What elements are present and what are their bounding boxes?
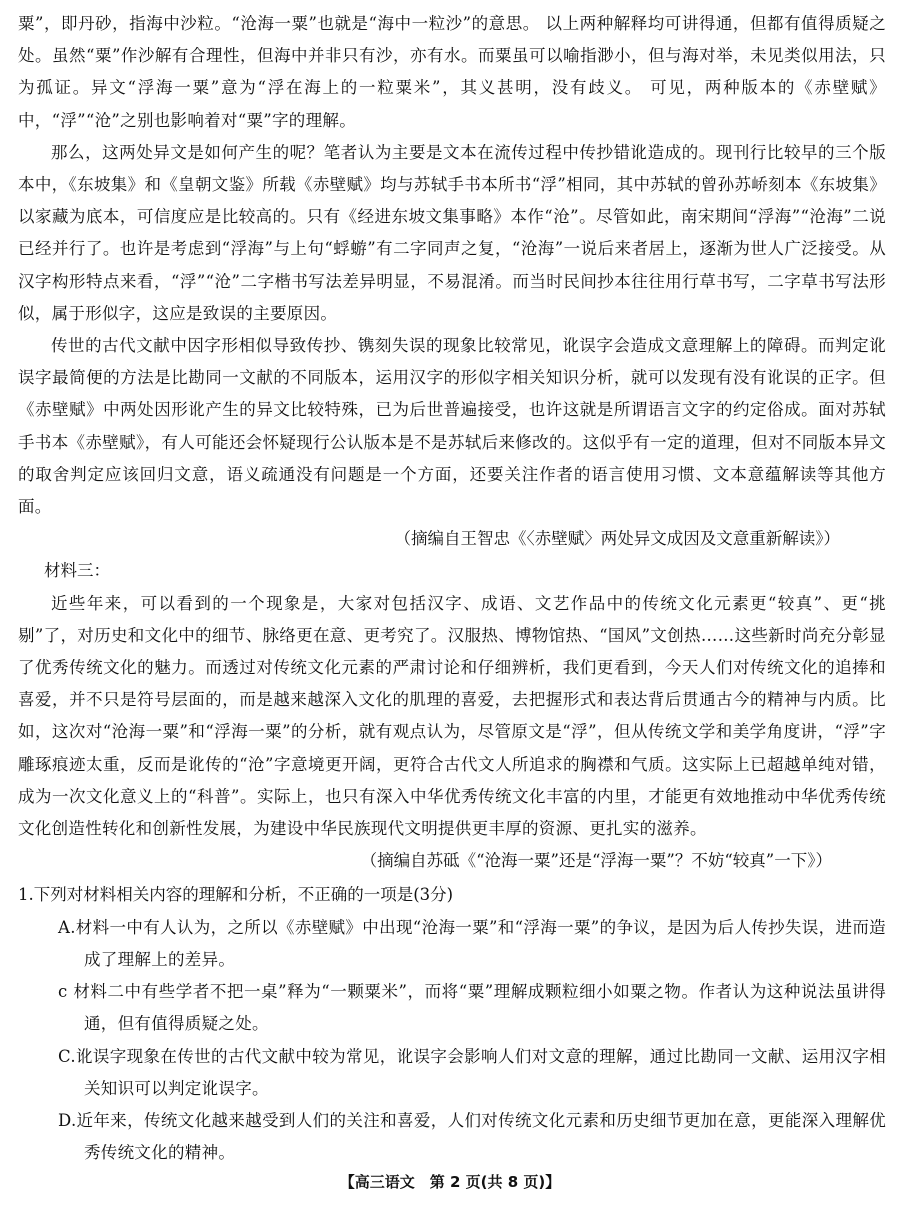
page-content <box>18 8 886 1169</box>
page-footer: 【高三语文 第 2 页(共 8 页)】 <box>339 1173 561 1191</box>
material2-paragraph-2: 那么，这两处异文是如何产生的呢？笔者认为主要是文本在流传过程中传抄错讹造成的。现刊行比较早的三个版本中，《东坡集》和《皇朝文鉴》所载《赤壁赋》均与苏轼手书本所书“浮”相同，其中苏轼的曾孙苏峤刻本《东坡集》以家藏为底本，可信度应是比较高的。只有《经进东坡文集事略》本作“沧”。尽管如此，南宋期间“浮海”“沧海”二说已经并行了。也许是考虑到“浮海”与上句“蜉蝣”有二字同声之复，“沧海”一说后来者居上，逐渐为世人广泛接受。从汉字构形特点来看，“浮”“沧”二字楷书写法差异明显，不易混淆。而当时民间抄本往往用行草书写，二字草书写法形似，属于形似字，这应是致误的主要原因。 <box>18 142 886 323</box>
question-1-option-c: C.讹误字现象在传世的古代文献中较为常见，讹误字会影响人们对文意的理解，通过比勘同一文献、运用汉字相关知识可以判定讹误字。 <box>58 1046 886 1098</box>
question-1-option-b: c 材料二中有些学者不把一桌”释为“一颗粟米”，而将“粟”理解成颗粒细小如粟之物。作者认为这种说法虽讲得通，但有值得质疑之处。 <box>58 982 886 1034</box>
question-1-option-d: D.近年来，传统文化越来越受到人们的关注和喜爱，人们对传统文化元素和历史细节更加在意，更能深入理解优秀传统文化的精神。 <box>58 1110 886 1163</box>
material2-paragraph-3: 传世的古代文献中因字形相似导致传抄、镌刻失误的现象比较常见，讹误字会造成文意理解上的障碍。而判定讹误字最简便的方法是比勘同一文献的不同版本，运用汉字的形似字相关知识分析，就可以发现有没有讹误的正字。但《赤壁赋》中两处因形讹产生的异文比较特殊，已为后世普遍接受，也许这就是所谓语言文字的约定俗成。面对苏轼手书本《赤壁赋》，有人可能还会怀疑现行公认版本是不是苏轼后来修改的。这似乎有一定的道理，但对不同版本异文的取舍判定应该回归文意，语义疏通没有问题是一个方面，还要关注作者的语言使用习惯、文本意蕴解读等其他方面。 <box>18 336 886 517</box>
question-1-stem: 1.下列对材料相关内容的理解和分析，不正确的一项是(3分) <box>18 885 454 905</box>
material3-paragraph-1: 近些年来，可以看到的一个现象是，大家对包括汉字、成语、文艺作品中的传统文化元素更“较真”、更“挑剔”了，对历史和文化中的细节、脉络更在意、更考究了。汉服热、博物馆热、“国风”文创热……这些新时尚充分彰显了优秀传统文化的魅力。而透过对传统文化元素的严肃讨论和仔细辨析，我们更看到，今天人们对传统文化的追捧和喜爱，并不只是符号层面的，而是越来越深入文化的肌理的喜爱，去把握形式和表达背后贯通古今的精神与内质。比如，这次对“沧海一粟”和“浮海一粟”的分析，就有观点认为，尽管原文是“浮”，但从传统文学和美学角度讲，“浮”字雕琢痕迹太重，反而是讹传的“沧”字意境更开阔，更符合古代文人所追求的胸襟和气质。这实际上已超越单纯对错，成为一次文化意义上的“科普”。实际上，也只有深入中华优秀传统文化丰富的内里，才能更有效地推动中华优秀传统文化创造性转化和创新性发展，为建设中华民族现代文明提供更丰厚的资源、更扎实的滋养。 <box>18 593 886 839</box>
question-1-option-a: A.材料一中有人认为，之所以《赤壁赋》中出现“沧海一粟”和“浮海一粟”的争议，是因为后人传抄失误，进而造成了理解上的差异。 <box>58 917 886 969</box>
material3-source: （摘编自苏砥《“沧海一粟”还是“浮海一粟”？不妨“较真”一下》） <box>360 851 832 871</box>
material2-paragraph-continued: 粟”，即丹砂，指海中沙粒。“沧海一粟”也就是“海中一粒沙”的意思。 以上两种解释均可讲得通，但都有值得质疑之处。虽然“粟”作沙解有合理性，但海中并非只有沙，亦有水。而粟虽可以喻指渺小，但与海对举，未见类似用法，只为孤证。异文“浮海一粟”意为“浮在海上的一粒粟米”，其义甚明，没有歧义。 可见，两种版本的《赤壁赋》中，“浮”“沧”之别也影响着对“粟”字的理解。 <box>18 14 886 130</box>
material2-source: （摘编自王智忠《〈赤壁赋〉两处异文成因及文意重新解读》） <box>394 529 840 549</box>
material3-label: 材料三： <box>44 561 110 581</box>
